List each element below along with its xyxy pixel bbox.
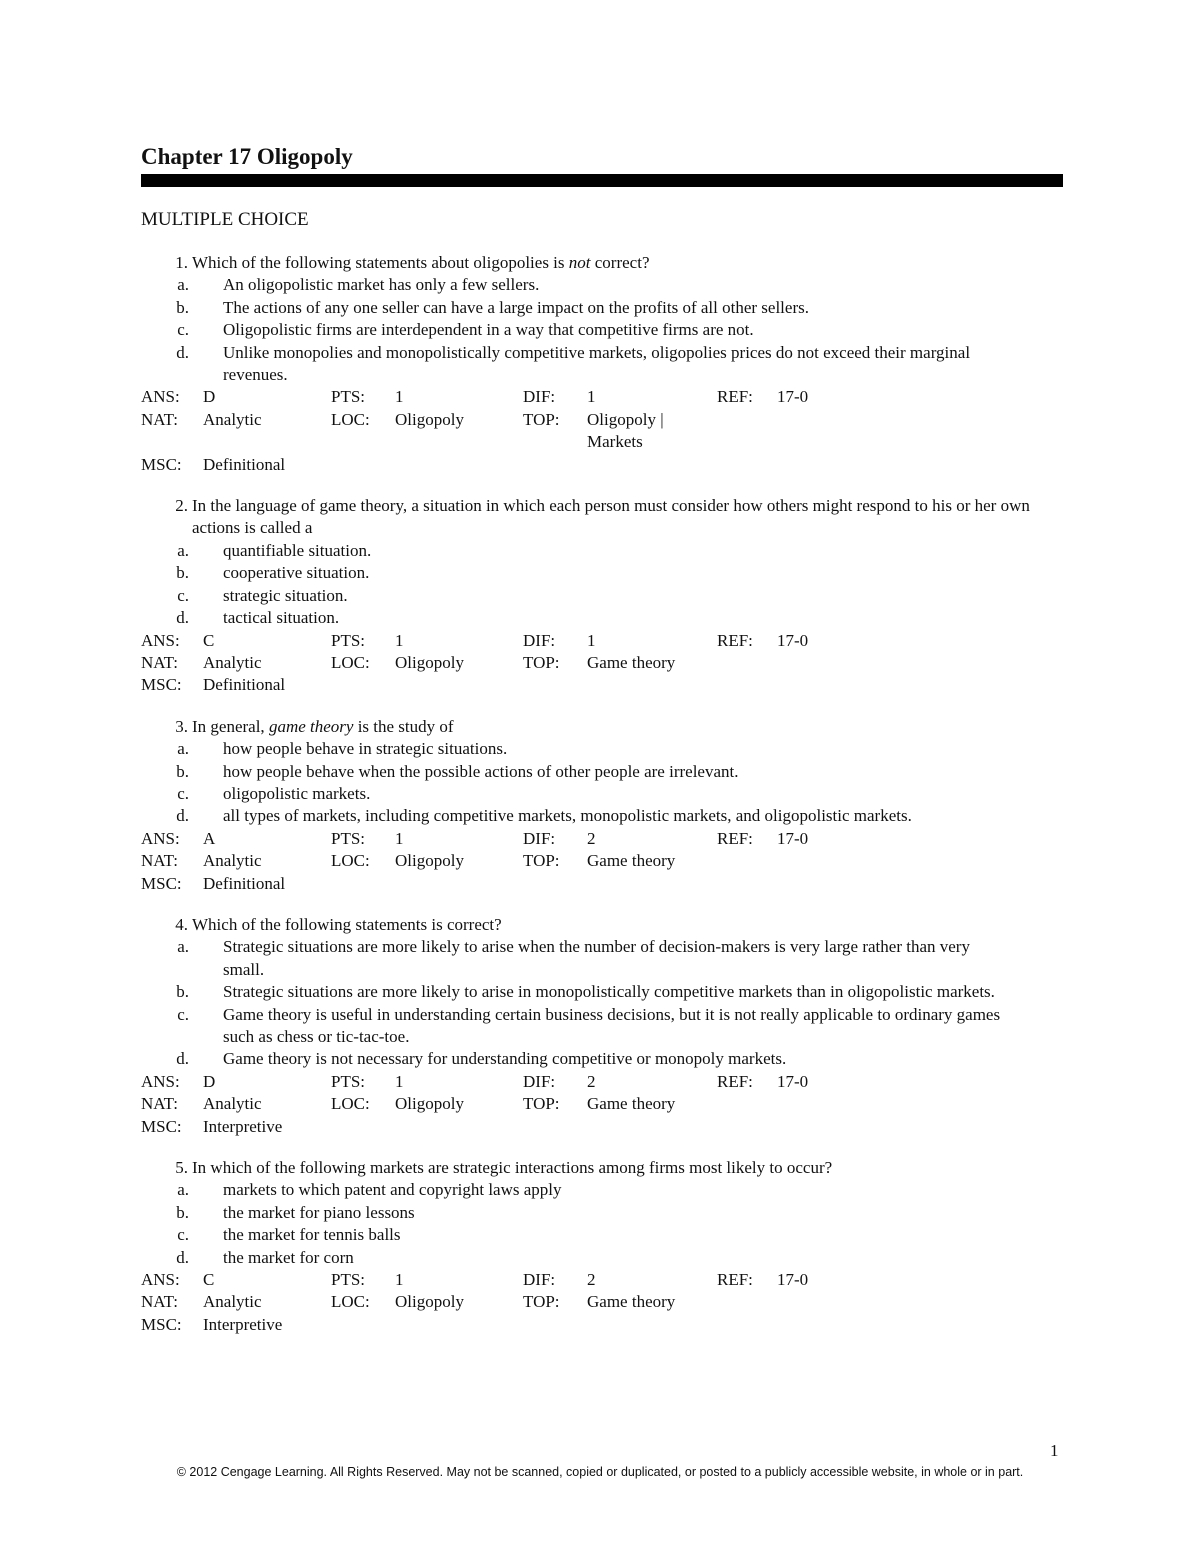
question-text (188, 252, 1063, 274)
loc-value: Oligopoly (395, 851, 464, 871)
meta-label-top: TOP: (523, 652, 560, 672)
option-letter: c. (177, 320, 189, 340)
meta-label-top: TOP: (523, 851, 560, 871)
answer-value: A (203, 828, 216, 848)
answer-option (141, 562, 1063, 584)
meta-spacer (777, 1291, 837, 1313)
option-letter: c. (177, 783, 189, 803)
msc-value: Definitional (203, 873, 286, 893)
answer-option (141, 1004, 1063, 1049)
question-text (188, 1157, 1063, 1179)
answer-option (141, 1202, 1063, 1224)
nat-value: Analytic (203, 1292, 262, 1312)
answer-option (141, 540, 1063, 562)
meta-label-ans: ANS: (141, 1071, 180, 1091)
meta-spacer (717, 409, 777, 454)
option-text: how people behave in strategic situations. (223, 739, 508, 759)
meta-label-pts: PTS: (331, 630, 366, 650)
option-text: the market for corn (223, 1247, 354, 1267)
msc-value: Interpretive (203, 1116, 283, 1136)
meta-label-dif: DIF: (523, 387, 556, 407)
meta-label-top: TOP: (523, 1292, 560, 1312)
answer-metadata (141, 386, 1063, 476)
answer-option (141, 981, 1063, 1003)
option-letter: d. (176, 1247, 189, 1267)
answer-option (141, 319, 1063, 341)
nat-value: Analytic (203, 851, 262, 871)
copyright-footer: © 2012 Cengage Learning. All Rights Reserved. May not be scanned, copied or duplicated, or posted to a publicly accessible website, in whole or in part. (176, 1465, 1024, 1479)
option-letter: d. (176, 608, 189, 628)
question-text-pre: In general, (192, 716, 269, 736)
meta-spacer (777, 409, 837, 454)
meta-label-loc: LOC: (331, 652, 370, 672)
nat-value: Analytic (203, 652, 262, 672)
meta-label-dif: DIF: (523, 1270, 556, 1290)
meta-label-nat: NAT: (141, 1094, 178, 1114)
option-text: Game theory is useful in understanding certain business decisions, but it is not really applicable to ordinary games such as chess or tic-tac-toe. (223, 1004, 1001, 1046)
answer-option (141, 1224, 1063, 1246)
meta-label-ans: ANS: (141, 828, 180, 848)
answer-option (141, 274, 1063, 296)
points-value: 1 (395, 1270, 404, 1290)
answer-option (141, 936, 1063, 981)
answer-value: D (203, 387, 216, 407)
option-letter: c. (177, 585, 189, 605)
difficulty-value: 2 (587, 828, 596, 848)
answer-option (141, 738, 1063, 760)
reference-value: 17-0 (777, 630, 809, 650)
document-page (141, 140, 1063, 1336)
meta-label-nat: NAT: (141, 409, 178, 429)
answer-value: D (203, 1071, 216, 1091)
topic-value: Game theory (587, 652, 676, 672)
reference-value: 17-0 (777, 387, 809, 407)
question-stem (141, 495, 1063, 540)
difficulty-value: 2 (587, 1270, 596, 1290)
meta-label-pts: PTS: (331, 387, 366, 407)
option-letter: c. (177, 1225, 189, 1245)
meta-label-ref: REF: (717, 630, 753, 650)
answer-option (141, 585, 1063, 607)
nat-value: Analytic (203, 409, 262, 429)
meta-spacer (717, 850, 777, 872)
points-value: 1 (395, 828, 404, 848)
option-letter: b. (176, 1202, 189, 1222)
points-value: 1 (395, 630, 404, 650)
section-heading: MULTIPLE CHOICE (141, 209, 309, 230)
topic-value: Game theory (587, 1094, 676, 1114)
loc-value: Oligopoly (395, 1094, 464, 1114)
answer-option (141, 297, 1063, 319)
option-text: cooperative situation. (223, 563, 370, 583)
loc-value: Oligopoly (395, 1292, 464, 1312)
meta-label-ans: ANS: (141, 387, 180, 407)
question-text-post: is the study of (353, 716, 454, 736)
question-block (141, 495, 1063, 697)
meta-spacer (717, 1291, 777, 1313)
meta-label-dif: DIF: (523, 1071, 556, 1091)
meta-label-msc: MSC: (141, 873, 182, 893)
difficulty-value: 2 (587, 1071, 596, 1091)
meta-label-top: TOP: (523, 409, 560, 429)
answer-option (141, 1247, 1063, 1269)
option-text: all types of markets, including competitive markets, monopolistic markets, and oligopolistic markets. (223, 806, 912, 826)
points-value: 1 (395, 1071, 404, 1091)
meta-label-loc: LOC: (331, 1292, 370, 1312)
difficulty-value: 1 (587, 387, 596, 407)
option-text: Strategic situations are more likely to arise when the number of decision-makers is very large rather than very small. (223, 937, 970, 979)
question-text-emphasis: game theory (268, 716, 354, 736)
option-text: strategic situation. (223, 585, 348, 605)
reference-value: 17-0 (777, 1071, 809, 1091)
answer-metadata (141, 1269, 1063, 1336)
meta-spacer (777, 652, 837, 674)
meta-label-dif: DIF: (523, 828, 556, 848)
option-text: quantifiable situation. (223, 540, 372, 560)
option-text: oligopolistic markets. (223, 783, 371, 803)
question-text-pre: Which of the following statements about oligopolies is (192, 253, 569, 272)
answer-option (141, 342, 1063, 387)
msc-value: Interpretive (203, 1314, 283, 1334)
meta-label-ref: REF: (717, 387, 753, 407)
option-letter: c. (177, 1004, 189, 1024)
question-text-pre: In which of the following markets are strategic interactions among firms most likely to occur? (192, 1158, 833, 1178)
answer-option (141, 761, 1063, 783)
points-value: 1 (395, 387, 404, 407)
answer-option (141, 1179, 1063, 1201)
meta-label-ans: ANS: (141, 630, 180, 650)
answer-value: C (203, 1270, 215, 1290)
option-letter: a. (177, 1180, 189, 1200)
option-letter: b. (176, 563, 189, 583)
meta-label-ref: REF: (717, 1071, 753, 1091)
question-block (141, 252, 1063, 476)
meta-label-nat: NAT: (141, 652, 178, 672)
option-letter: a. (177, 739, 189, 759)
meta-spacer (777, 850, 837, 872)
nat-value: Analytic (203, 1094, 262, 1114)
question-block (141, 914, 1063, 1138)
option-text: tactical situation. (223, 608, 340, 628)
question-number: 5. (175, 1158, 188, 1178)
chapter-title: Chapter 17 Oligopoly (141, 144, 353, 169)
meta-label-top: TOP: (523, 1094, 560, 1114)
answer-option (141, 805, 1063, 827)
option-letter: d. (176, 1049, 189, 1069)
option-text: markets to which patent and copyright laws apply (223, 1180, 562, 1200)
meta-label-ans: ANS: (141, 1270, 180, 1290)
answer-option (141, 783, 1063, 805)
meta-label-ref: REF: (717, 1270, 753, 1290)
option-text: Oligopolistic firms are interdependent in a way that competitive firms are not. (223, 320, 754, 340)
question-number: 3. (175, 716, 188, 736)
meta-label-pts: PTS: (331, 1071, 366, 1091)
question-stem (141, 716, 1063, 738)
question-text-emphasis: not (568, 253, 591, 272)
option-letter: a. (177, 540, 189, 560)
question-block (141, 1157, 1063, 1336)
loc-value: Oligopoly (395, 652, 464, 672)
question-stem (141, 1157, 1063, 1179)
meta-label-nat: NAT: (141, 851, 178, 871)
topic-value: Game theory (587, 851, 676, 871)
option-letter: a. (177, 937, 189, 957)
question-block (141, 716, 1063, 895)
question-text (188, 495, 1063, 540)
question-number: 1. (175, 253, 188, 272)
question-text (188, 914, 1063, 936)
option-text: the market for piano lessons (223, 1202, 415, 1222)
topic-value: Oligopoly | Markets (587, 409, 664, 452)
option-text: Unlike monopolies and monopolistically competitive markets, oligopolies prices do not exceed their marginal revenues. (223, 342, 971, 385)
meta-label-loc: LOC: (331, 851, 370, 871)
question-number: 2. (175, 496, 188, 516)
meta-label-msc: MSC: (141, 454, 182, 474)
meta-label-dif: DIF: (523, 630, 556, 650)
answer-option (141, 607, 1063, 629)
msc-value: Definitional (203, 675, 286, 695)
option-letter: a. (177, 275, 189, 295)
question-stem (141, 252, 1063, 274)
option-text: the market for tennis balls (223, 1225, 401, 1245)
answer-option (141, 1048, 1063, 1070)
question-text-pre: Which of the following statements is correct? (192, 914, 502, 934)
answer-metadata (141, 828, 1063, 895)
title-rule (141, 174, 1063, 187)
loc-value: Oligopoly (395, 409, 464, 429)
option-text: how people behave when the possible actions of other people are irrelevant. (223, 761, 739, 781)
reference-value: 17-0 (777, 828, 809, 848)
question-number: 4. (175, 914, 188, 934)
option-letter: b. (176, 761, 189, 781)
option-letter: b. (176, 982, 189, 1002)
option-text: An oligopolistic market has only a few sellers. (223, 275, 540, 295)
option-letter: d. (176, 342, 189, 362)
question-text-pre: In the language of game theory, a situation in which each person must consider how others might respond to his or her own actions is called a (192, 496, 1030, 538)
meta-spacer (717, 652, 777, 674)
reference-value: 17-0 (777, 1270, 809, 1290)
meta-label-msc: MSC: (141, 1314, 182, 1334)
option-text: Game theory is not necessary for understanding competitive or monopoly markets. (223, 1049, 787, 1069)
question-list (141, 252, 1063, 1336)
topic-value: Game theory (587, 1292, 676, 1312)
difficulty-value: 1 (587, 630, 596, 650)
question-stem (141, 914, 1063, 936)
meta-label-msc: MSC: (141, 1116, 182, 1136)
answer-metadata (141, 630, 1063, 697)
answer-value: C (203, 630, 215, 650)
meta-label-loc: LOC: (331, 1094, 370, 1114)
meta-spacer (717, 1093, 777, 1115)
meta-label-pts: PTS: (331, 1270, 366, 1290)
answer-metadata (141, 1071, 1063, 1138)
option-text: The actions of any one seller can have a large impact on the profits of all other sellers. (223, 297, 809, 317)
option-letter: d. (176, 806, 189, 826)
page-number: 1 (1050, 1441, 1059, 1460)
meta-label-pts: PTS: (331, 828, 366, 848)
msc-value: Definitional (203, 454, 286, 474)
meta-label-nat: NAT: (141, 1292, 178, 1312)
question-text (188, 716, 1063, 738)
meta-label-ref: REF: (717, 828, 753, 848)
meta-label-msc: MSC: (141, 675, 182, 695)
meta-spacer (777, 1093, 837, 1115)
option-text: Strategic situations are more likely to arise in monopolistically competitive markets than in oligopolistic markets. (223, 982, 995, 1002)
option-letter: b. (176, 297, 189, 317)
meta-label-loc: LOC: (331, 409, 370, 429)
question-text-post: correct? (590, 253, 650, 272)
